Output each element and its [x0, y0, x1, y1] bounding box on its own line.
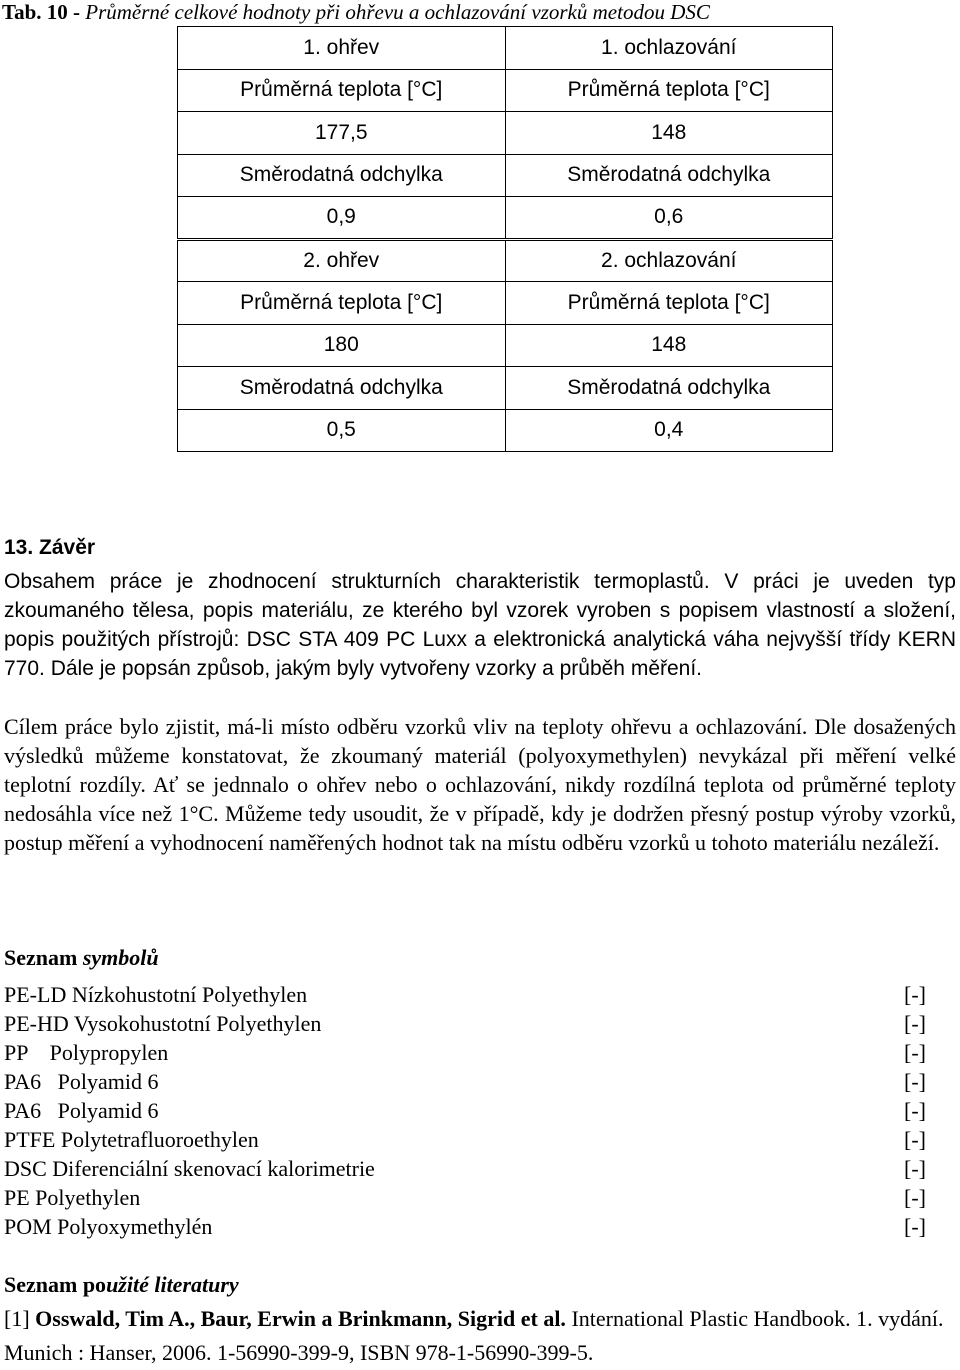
symbol-row: [4, 1098, 926, 1127]
symbol-term: PE-LD Nízkohustotní Polyethylen: [4, 982, 308, 1007]
dsc-results-table: [177, 26, 833, 452]
symbol-unit: [-]: [904, 1011, 926, 1036]
cool1-sd-label: Směrodatná odchylka: [505, 154, 833, 197]
symbol-term: PA6 Polyamid 6: [4, 1069, 159, 1094]
symbol-term: PA6 Polyamid 6: [4, 1098, 159, 1123]
symbol-row: [4, 1011, 926, 1040]
reference-item: [4, 1302, 954, 1370]
symbols-heading-plain: Seznam: [4, 945, 83, 970]
heat2-title: 2. ohřev: [178, 239, 506, 282]
cool1-avg-label: Průměrná teplota [°C]: [505, 69, 833, 112]
symbol-unit: [-]: [904, 982, 926, 1007]
reference-authors: Osswald, Tim A., Baur, Erwin a Brinkmann, Sigrid et al.: [35, 1306, 566, 1331]
cool2-avg-label: Průměrná teplota [°C]: [505, 282, 833, 325]
symbol-term: PE Polyethylen: [4, 1185, 141, 1210]
conclusion-paragraph-2: Cílem práce bylo zjistit, má-li místo odběru vzorků vliv na teploty ohřevu a ochlazování. Dle dosažených výsledků můžeme konstatovat, že zkoumaný materiál (polyoxymethylen) nevykázal při měření velké teplotní rozdíly. Ať se jednnalo o ohřev nebo o ochlazování, nikdy rozdílná teplota od průměrné teploty nedosáhla více než 1°C. Můžeme tedy usoudit, že v případě, kdy je dodržen přesný postup výroby vzorků, postup měření a vyhodnocení naměřených hodnot tak na místu odběru vzorků u tohoto materiálu nezáleží.: [4, 714, 956, 855]
symbol-unit: [-]: [904, 1098, 926, 1123]
symbols-heading-italic: symbolů: [82, 945, 159, 970]
cool1-sd: 0,6: [505, 197, 833, 240]
symbol-term: PTFE Polytetrafluoroethylen: [4, 1127, 259, 1152]
cool2-sd-label: Směrodatná odchylka: [505, 367, 833, 410]
symbol-term: PE-HD Vysokohustotní Polyethylen: [4, 1011, 322, 1036]
literature-heading: [4, 1272, 239, 1298]
symbol-unit: [-]: [904, 1214, 926, 1239]
symbol-unit: [-]: [904, 1127, 926, 1152]
heat1-avg: 177,5: [178, 112, 506, 155]
literature-heading-italic: užité literatury: [106, 1272, 239, 1297]
caption-prefix: Tab. 10 -: [2, 0, 86, 24]
heat1-title: 1. ohřev: [178, 27, 506, 70]
table-caption: [2, 0, 710, 25]
symbol-term: PP Polypropylen: [4, 1040, 169, 1065]
symbol-term: POM Polyoxymethylén: [4, 1214, 213, 1239]
symbol-unit: [-]: [904, 1156, 926, 1181]
symbol-row: [4, 1156, 926, 1185]
cool2-avg: 148: [505, 324, 833, 367]
heat2-avg-label: Průměrná teplota [°C]: [178, 282, 506, 325]
heat1-avg-label: Průměrná teplota [°C]: [178, 69, 506, 112]
symbol-row: [4, 1069, 926, 1098]
heat1-sd-label: Směrodatná odchylka: [178, 154, 506, 197]
caption-text: Průměrné celkové hodnoty při ohřevu a ochlazování vzorků metodou DSC: [85, 0, 710, 24]
symbol-row: [4, 1185, 926, 1214]
symbol-unit: [-]: [904, 1040, 926, 1065]
symbol-term: DSC Diferenciální skenovací kalorimetrie: [4, 1156, 375, 1181]
symbol-row: [4, 1040, 926, 1069]
literature-heading-plain: Seznam po: [4, 1272, 107, 1297]
heat2-avg: 180: [178, 324, 506, 367]
symbol-unit: [-]: [904, 1185, 926, 1210]
heat2-sd: 0,5: [178, 409, 506, 452]
reference-details: International Plastic Handbook. 1. vydání. Munich : Hanser, 2006. 1-56990-399-9, ISBN 978-1-56990-399-5.: [4, 1306, 944, 1365]
symbol-unit: [-]: [904, 1069, 926, 1094]
heat1-sd: 0,9: [178, 197, 506, 240]
cool2-sd: 0,4: [505, 409, 833, 452]
conclusion-paragraph-1: Obsahem práce je zhodnocení strukturních charakteristik termoplastů. V práci je uveden typ zkoumaného tělesa, popis materiálu, ze kterého byl vzorek vyroben s popisem vlastností a složení, popis použitých přístrojů: DSC STA 409 PC Luxx a elektronická analytická váha nejvyšší třídy KERN 770. Dále je popsán způsob, jakým byly vytvořeny vzorky a průběh měření.: [4, 570, 956, 680]
conclusion-title: 13. Závěr: [4, 536, 96, 559]
symbol-row: [4, 1214, 926, 1243]
reference-number: [1]: [4, 1306, 36, 1331]
symbol-row: [4, 982, 926, 1011]
cool2-title: 2. ochlazování: [505, 239, 833, 282]
symbol-row: [4, 1127, 926, 1156]
cool1-avg: 148: [505, 112, 833, 155]
cool1-title: 1. ochlazování: [505, 27, 833, 70]
heat2-sd-label: Směrodatná odchylka: [178, 367, 506, 410]
symbols-heading: [4, 945, 159, 971]
